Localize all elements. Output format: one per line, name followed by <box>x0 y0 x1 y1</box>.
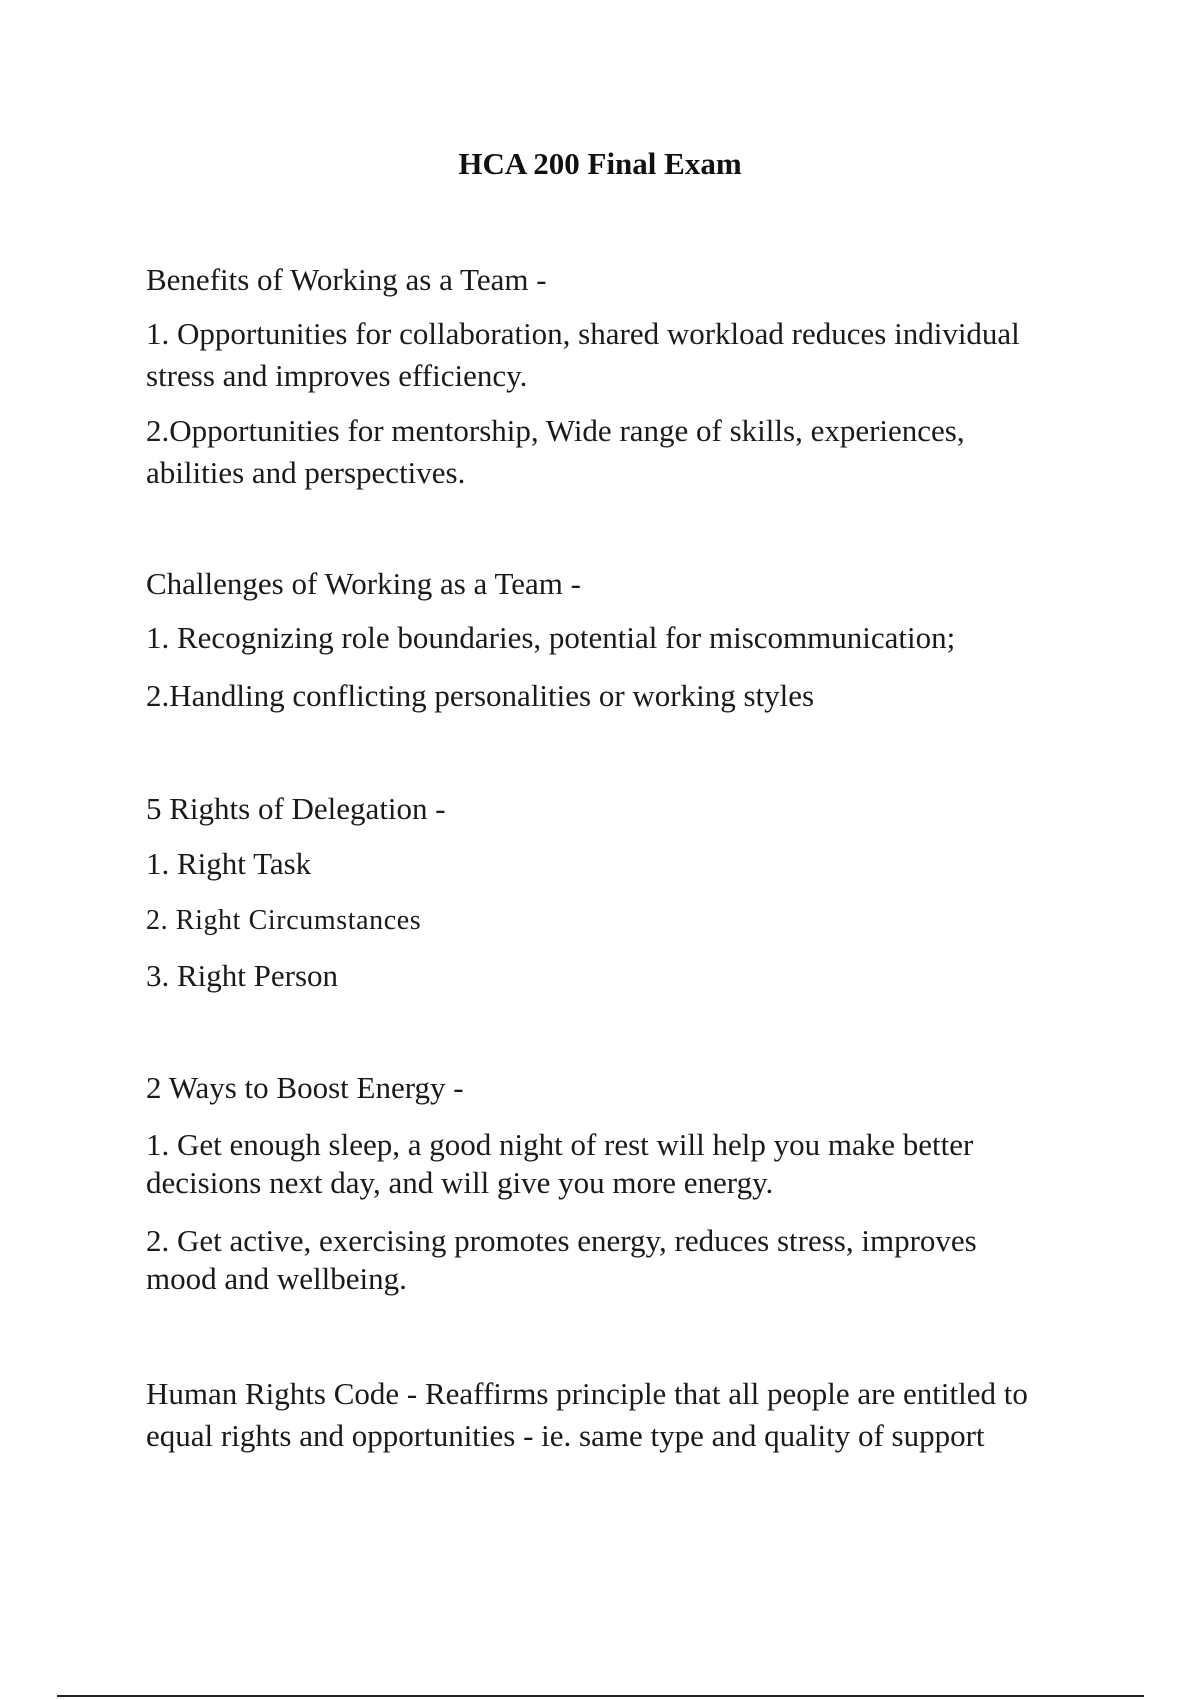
benefits-item-2-line-1: 2.Opportunities for mentorship, Wide range of skills, experiences, <box>146 413 965 448</box>
delegation-item-3: 3. Right Person <box>146 958 339 993</box>
energy-item-1-line-1: 1. Get enough sleep, a good night of rest will help you make better <box>146 1127 974 1162</box>
benefits-item-2-line-2: abilities and perspectives. <box>146 455 466 490</box>
energy-heading: 2 Ways to Boost Energy - <box>146 1070 464 1105</box>
human-rights-line-1: Human Rights Code - Reaffirms principle that all people are entitled to <box>146 1376 1028 1411</box>
energy-item-2-line-1: 2. Get active, exercising promotes energy, reduces stress, improves <box>146 1223 977 1258</box>
benefits-item-2 <box>146 410 1086 494</box>
benefits-heading: Benefits of Working as a Team - <box>146 262 547 297</box>
energy-item-2-line-2: mood and wellbeing. <box>146 1261 407 1296</box>
delegation-item-1: 1. Right Task <box>146 846 312 881</box>
challenges-item-1: 1. Recognizing role boundaries, potential for miscommunication; <box>146 620 956 655</box>
energy-item-1-line-2: decisions next day, and will give you more energy. <box>146 1165 774 1200</box>
challenges-item-2: 2.Handling conflicting personalities or working styles <box>146 678 815 713</box>
page-bottom-rule <box>57 1695 1144 1697</box>
energy-item-2 <box>146 1222 1086 1298</box>
benefits-item-1 <box>146 313 1086 397</box>
human-rights-code <box>146 1373 1086 1457</box>
benefits-item-1-line-1: 1. Opportunities for collaboration, shared workload reduces individual <box>146 316 1020 351</box>
benefits-item-1-line-2: stress and improves efficiency. <box>146 358 528 393</box>
delegation-item-2: 2. Right Circumstances <box>146 905 422 936</box>
human-rights-line-2: equal rights and opportunities - ie. same type and quality of support <box>146 1418 985 1453</box>
page-title: HCA 200 Final Exam <box>458 146 742 181</box>
delegation-heading: 5 Rights of Delegation - <box>146 791 446 826</box>
energy-item-1 <box>146 1126 1086 1202</box>
challenges-heading: Challenges of Working as a Team - <box>146 566 581 601</box>
